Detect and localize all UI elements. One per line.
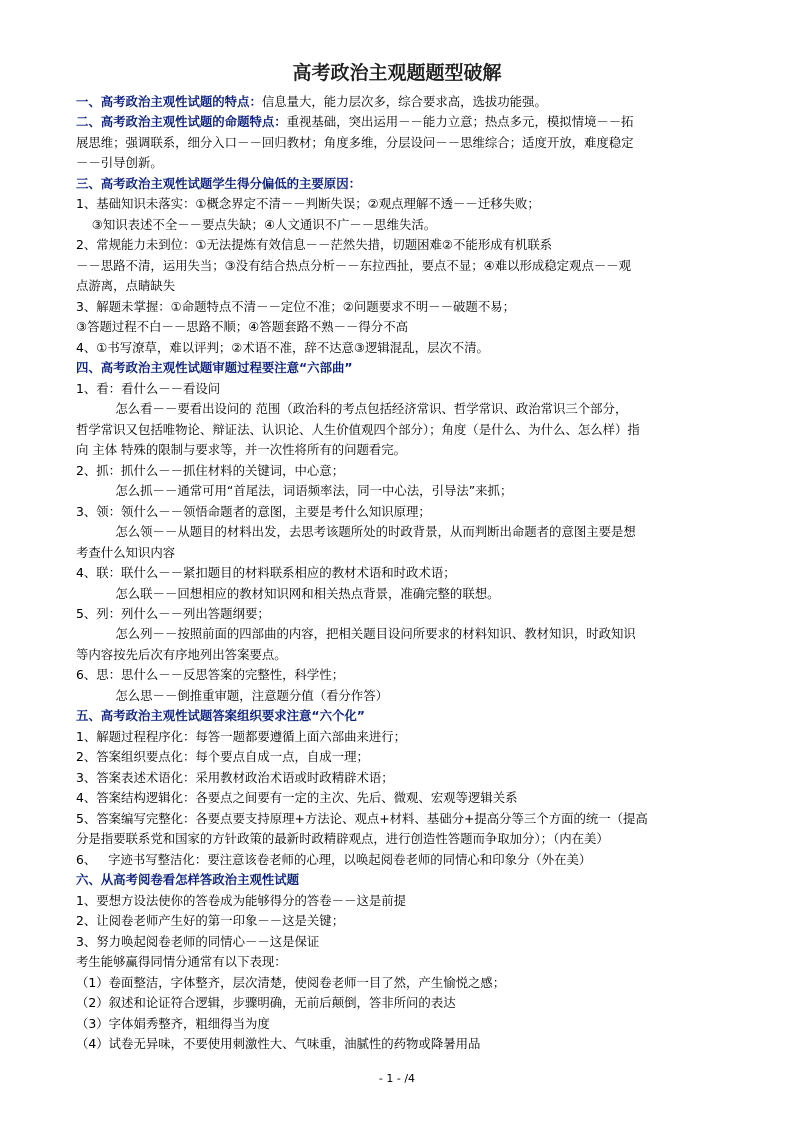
body-text-line	[76, 1035, 736, 1053]
line-text: 怎么领－－从题目的材料出发，去思考该题所处的时政背景，从而判断出命题者的意图主要是想	[76, 524, 636, 540]
line-text: 点游离，点睛缺失	[76, 278, 176, 294]
body-text-line	[76, 482, 736, 500]
line-text: 怎么抓－－通常可用“首尾法，词语频率法，同一中心法，引导法”来抓；	[76, 483, 513, 499]
line-text: 重视基础，突出运用－－能力立意；热点多元，模拟情境－－拓	[286, 114, 634, 130]
body-text-line	[76, 687, 736, 705]
line-text: 1、看：看什么－－看设问	[76, 380, 221, 396]
line-text: 怎么思－－倒推重审题，注意题分值（看分作答）	[76, 687, 388, 703]
body-text-line	[76, 400, 736, 418]
line-text: 4、答案结构逻辑化：各要点之间要有一定的主次、先后、微观、宏观等逻辑关系	[76, 790, 518, 806]
line-text: （1）卷面整洁，字体整齐，层次清楚，使阅卷老师一目了然，产生愉悦之感；	[76, 974, 506, 990]
line-text: 分是指要联系党和国家的方针政策的最新时政精辟观点，进行创造性答题而争取加分）；（内在美）	[76, 831, 609, 847]
line-text: 5、列：列什么－－列出答题纲要；	[76, 606, 270, 621]
body-text-line	[76, 1015, 736, 1033]
body-text-line	[76, 728, 736, 746]
page-footer: - 1 - /4	[378, 1072, 416, 1085]
body-text-line	[76, 748, 736, 766]
body-text-line	[76, 646, 736, 664]
line-text: 5、答案编写完整化：各要点要支持原理+方法论、观点+材料、基础分+提高分等三个方面的统一（提高	[76, 810, 648, 826]
line-text: 向 主体 特殊的限制与要求等，并一次性将所有的问题看完。	[76, 442, 407, 458]
line-text: 6、 字迹书写整洁化：要注意该卷老师的心理，以唤起阅卷老师的同情心和印象分（外在美）	[76, 851, 592, 867]
line-text: 4、①书写潦草，难以评判；②术语不准，辞不达意③逻辑混乱，层次不清。	[76, 339, 489, 355]
line-text: 3、努力唤起阅卷老师的同情心－－这是保证	[76, 933, 320, 949]
line-text: 怎么看－－要看出设问的 范围（政治科的考点包括经济常识、哲学常识、政治常识三个部分，	[76, 401, 628, 417]
body-text-line	[76, 830, 736, 848]
body-text-line	[76, 462, 736, 480]
body-text-line	[76, 523, 736, 541]
line-text: 1、基础知识未落实：①概念界定不清－－判断失误；②观点理解不透－－迁移失败；	[76, 196, 540, 212]
body-text-line	[76, 298, 736, 316]
section-heading: 四、高考政治主观性试题审题过程要注意“六部曲”	[76, 360, 353, 376]
body-text-line	[76, 953, 736, 971]
line-text: －－思路不清，运用失当；③没有结合热点分析－－东拉西扯，要点不显；④难以形成稳定观点－－观	[76, 257, 632, 273]
body-text-line	[76, 933, 736, 951]
body-text-line	[76, 974, 736, 992]
line-text: 2、让阅卷老师产生好的第一印象－－这是关键；	[76, 913, 345, 929]
body-text-line	[76, 769, 736, 787]
section-heading-line	[76, 93, 736, 111]
section-heading-line	[76, 707, 736, 725]
body-text-line	[76, 277, 736, 295]
line-text: 等内容按先后次有序地列出答案要点。	[76, 646, 287, 662]
body-text-line	[76, 134, 736, 152]
line-text: －－引导创新。	[76, 155, 163, 171]
line-text: ③答题过程不白－－思路不顺；④答题套路不熟－－得分不高	[76, 319, 408, 335]
line-text: 1、解题过程程序化：每答一题都要遵循上面六部曲来进行；	[76, 728, 407, 744]
line-text: 怎么联－－回想相应的教材知识网和相关热点背景，准确完整的联想。	[76, 585, 500, 601]
line-text: 2、常规能力未到位：①无法提炼有效信息－－茫然失措，切题困难②不能形成有机联系	[76, 237, 553, 253]
line-text: 2、答案组织要点化：每个要点自成一点，自成一理；	[76, 749, 369, 765]
line-text: （3）字体娟秀整齐，粗细得当为度	[76, 1015, 270, 1031]
body-text-line	[76, 154, 736, 172]
line-text: （2）叙述和论证符合逻辑，步骤明确，无前后颠倒，答非所问的表达	[76, 995, 456, 1011]
line-text: 6、思：思什么－－反思答案的完整性，科学性；	[76, 667, 345, 683]
line-text: 1、要想方设法使你的答卷成为能够得分的答卷－－这是前提	[76, 892, 407, 908]
section-heading-line	[76, 871, 736, 889]
body-text-line	[76, 441, 736, 459]
body-text-line	[76, 605, 736, 623]
line-text: 哲学常识又包括唯物论、辩证法、认识论、人生价值观四个部分）；角度（是什么、为什么、怎么样）指	[76, 421, 640, 437]
body-text-line	[76, 892, 736, 910]
body-text-line	[76, 380, 736, 398]
body-text-line	[76, 216, 736, 234]
line-text: 考生能够赢得同情分通常有以下表现：	[76, 954, 287, 970]
body-text-line	[76, 503, 736, 521]
section-heading: 六、从高考阅卷看怎样答政治主观性试题	[76, 872, 300, 888]
body-text-line	[76, 339, 736, 357]
body-text-line	[76, 318, 736, 336]
body-text-line	[76, 625, 736, 643]
body-text-line	[76, 421, 736, 439]
body-text-line	[76, 257, 736, 275]
section-heading-line	[76, 175, 736, 193]
body-text-line	[76, 564, 736, 582]
body-text-line	[76, 544, 736, 562]
line-text: ③知识表述不全－－要点失缺；④人文通识不广－－思维失活。	[76, 216, 437, 232]
section-heading: 五、高考政治主观性试题答案组织要求注意“六个化”	[76, 708, 365, 724]
line-text: 3、答案表述术语化：采用教材政治术语或时政精辟术语；	[76, 769, 394, 785]
section-heading: 二、高考政治主观性试题的命题特点：	[76, 114, 287, 130]
section-heading: 一、高考政治主观性试题的特点：	[76, 94, 262, 109]
line-text: 展思维；强调联系，细分入口－－回归教材；角度多维，分层设问－－思维综合；适度开放，难度稳定	[76, 134, 634, 150]
body-text-line	[76, 994, 736, 1012]
body-text-line	[76, 236, 736, 254]
line-text: （4）试卷无异味，不要使用刺激性大、气味重，油腻性的药物或降暑用品	[76, 1036, 481, 1052]
body-text-line	[76, 851, 736, 869]
line-text: 3、领：领什么－－领悟命题者的意图，主要是考什么知识原理；	[76, 503, 431, 519]
body-text-line	[76, 789, 736, 807]
section-heading-line	[76, 359, 736, 377]
body-text-line	[76, 912, 736, 930]
section-heading: 三、高考政治主观性试题学生得分偏低的主要原因：	[76, 175, 361, 191]
section-heading-line	[76, 113, 736, 131]
body-text-line	[76, 666, 736, 684]
line-text: 3、解题未掌握：①命题特点不清－－定位不准；②问题要求不明－－破题不易；	[76, 298, 515, 314]
body-text-line	[76, 810, 736, 828]
body-text-line	[76, 585, 736, 603]
line-text: 怎么列－－按照前面的四部曲的内容，把相关题目设问所要求的材料知识、教材知识，时政知识	[76, 626, 636, 642]
line-text: 4、联：联什么－－紧扣题目的材料联系相应的教材术语和时政术语；	[76, 565, 456, 581]
line-text: 2、抓：抓什么－－抓住材料的关键词，中心意；	[76, 462, 345, 478]
line-text: 考查什么知识内容	[76, 544, 176, 560]
page-title: 高考政治主观题题型破解	[292, 62, 502, 84]
body-text-line	[76, 195, 736, 213]
line-text: 信息量大，能力层次多，综合要求高，选拔功能强。	[261, 94, 547, 109]
